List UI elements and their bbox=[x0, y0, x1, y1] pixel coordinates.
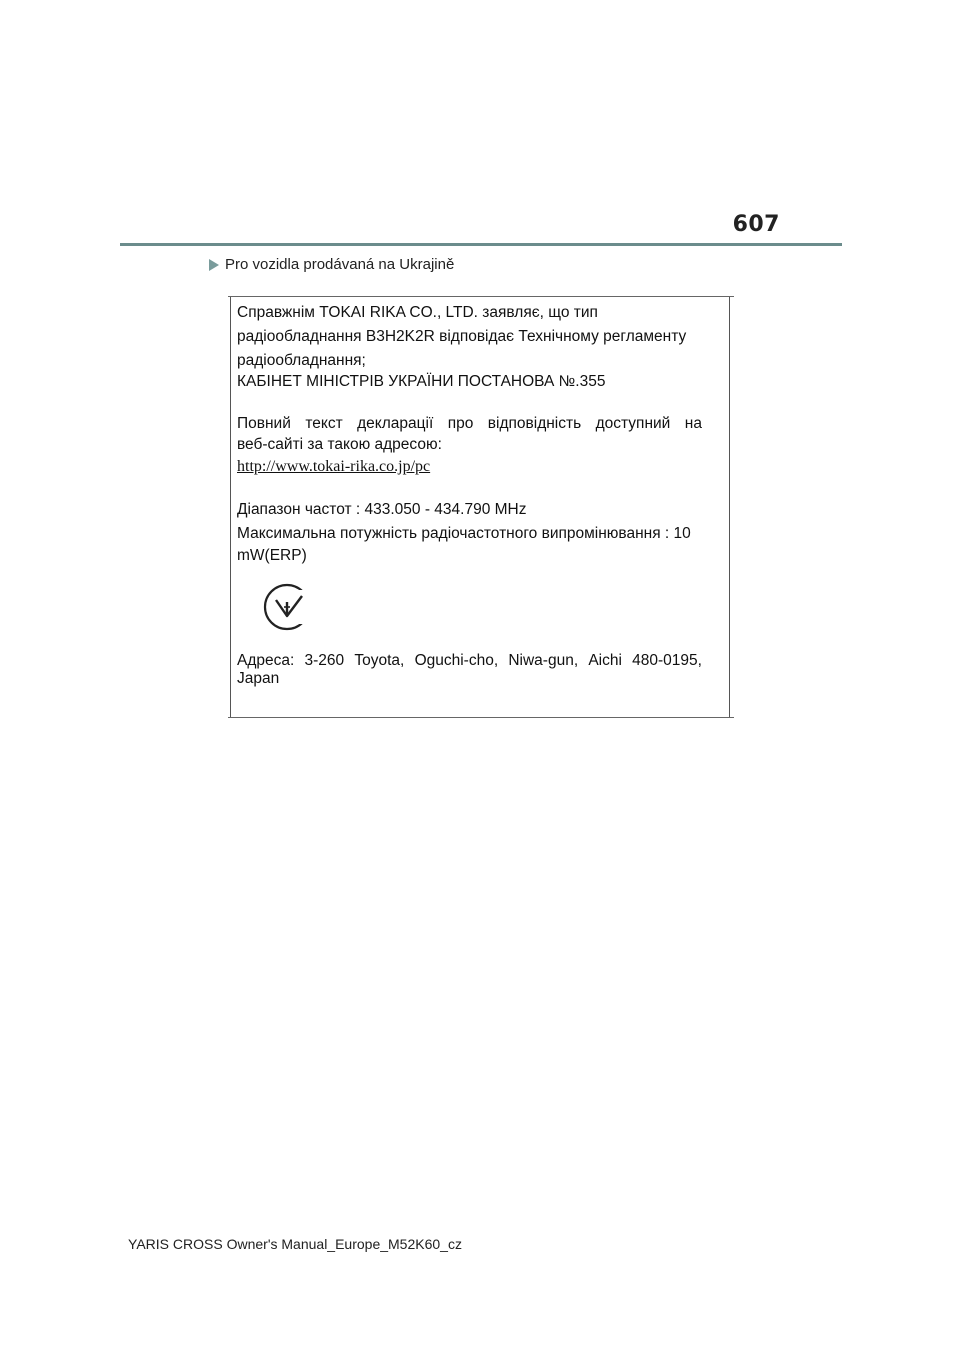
page-footer bbox=[0, 1236, 960, 1252]
header-divider bbox=[120, 243, 842, 246]
max-power-line-2: mW(ERP) bbox=[237, 547, 307, 564]
declaration-line-1: Справжнім TOKAI RIKA CO., LTD. заявляє, що тип bbox=[237, 304, 598, 321]
full-text-word: відповідність bbox=[487, 415, 582, 432]
address-word: Адреса: bbox=[237, 652, 295, 669]
address-word: Niwa-gun, bbox=[508, 652, 579, 669]
full-text-line-2: веб-сайті за такою адресою: bbox=[237, 436, 442, 453]
frequency-range: Діапазон частот : 433.050 - 434.790 MHz bbox=[237, 501, 527, 518]
address-line-2: Japan bbox=[237, 670, 280, 687]
address-word: Aichi bbox=[588, 652, 622, 669]
ukrainian-conformity-mark-icon bbox=[262, 582, 312, 632]
page-number: 607 bbox=[732, 212, 780, 237]
section-heading-text: Pro vozidla prodávaná na Ukrajině bbox=[225, 256, 455, 273]
full-text-word: декларації bbox=[357, 415, 434, 432]
address-word: 480-0195, bbox=[632, 652, 702, 669]
full-text-word: на bbox=[684, 415, 702, 432]
full-text-word: Повний bbox=[237, 415, 291, 432]
declaration-line-4: КАБІНЕТ МІНІСТРІВ УКРАЇНИ ПОСТАНОВА №.355 bbox=[237, 373, 606, 390]
full-text-line-1 bbox=[237, 413, 702, 435]
full-text-word: про bbox=[447, 415, 474, 432]
declaration-line-3: радіообладнання; bbox=[237, 352, 366, 369]
full-text-word: текст bbox=[305, 415, 343, 432]
address-word: Toyota, bbox=[354, 652, 405, 669]
address-word: Oguchi-cho, bbox=[414, 652, 499, 669]
full-text-word: доступний bbox=[595, 415, 671, 432]
section-heading bbox=[209, 256, 454, 273]
declaration-url-link[interactable]: http://www.tokai-rika.co.jp/pc bbox=[237, 458, 431, 475]
triangle-right-icon bbox=[209, 259, 219, 271]
declaration-line-2: радіообладнання B3H2K2R відповідає Технічному регламенту bbox=[237, 328, 687, 345]
address-line-1 bbox=[237, 650, 702, 672]
scan-bottom-border bbox=[228, 717, 734, 718]
address-word: 3-260 bbox=[304, 652, 345, 669]
footer-text: YARIS CROSS Owner's Manual_Europe_M52K60_cz bbox=[128, 1236, 462, 1252]
max-power-line-1: Максимальна потужність радіочастотного випромінювання : 10 bbox=[237, 525, 691, 542]
